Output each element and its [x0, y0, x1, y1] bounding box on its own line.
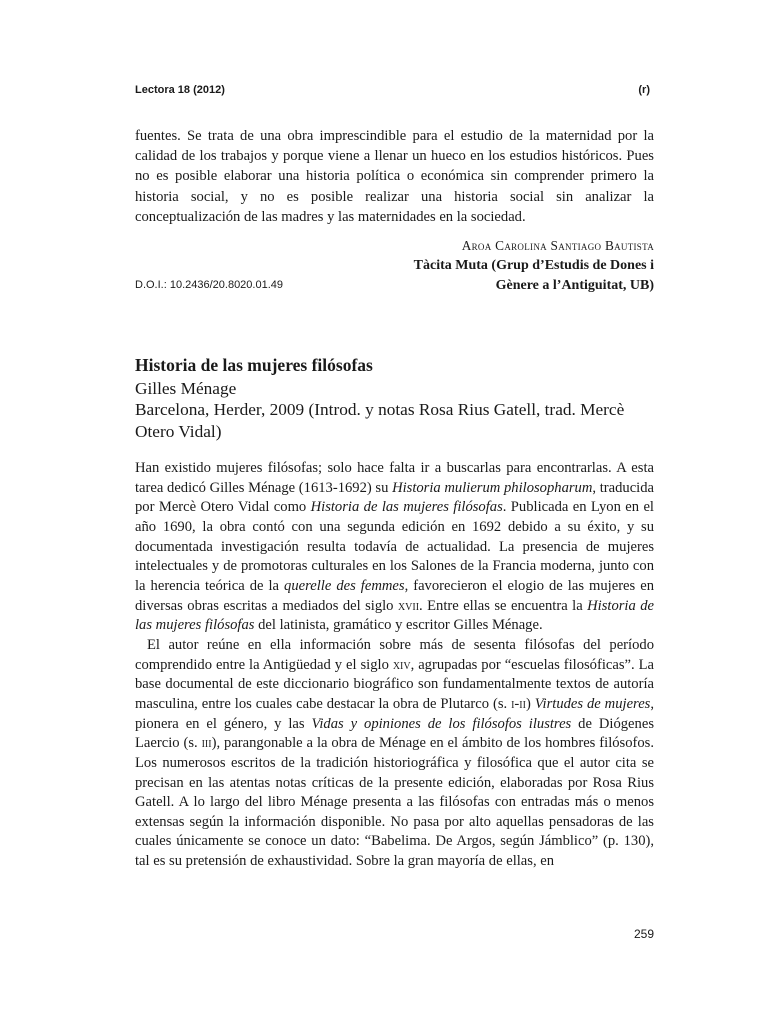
book-author: Gilles Ménage: [135, 379, 237, 398]
previous-review-ending: fuentes. Se trata de una obra imprescindible para el estudio de la maternidad por la calidad de los trabajos y porque viene a llenar un hueco en los estudios históricos. Pues no es posible elaborar una historia política o económica sin comprender primero la historia social, y no es posible realizar una historia social sin analizar la conceptualización de las madres y las maternidades en la sociedad.: [135, 128, 654, 225]
text-run: , favorecieron el elogio de las mujeres en diversas obras escritas a mediados del siglo: [135, 577, 655, 614]
text-run: Han existido mujeres filósofas; solo hace falta ir a buscarlas para encontrarlas. A esta tarea dedicó Gilles Ménage (1613-1692) su: [135, 460, 654, 496]
italic-title: Historia mulierum philosopharum: [392, 479, 593, 496]
text-run: , agrupadas por “escuelas filosóficas”. La base documental de este diccionario biográfico son fundamentalmente textos de autoría masculina, entre los cuales cabe destacar la obra de Plutarco (s.: [135, 656, 654, 712]
italic-term: querelle des femmes: [284, 577, 405, 594]
italic-title: Historia de las mujeres filósofas: [310, 499, 503, 516]
text-run: El autor reúne en ella información sobre más de sesenta filósofas del período comprendido entre la Antigüedad y el siglo: [135, 636, 654, 673]
reviewer-name: Aroa Carolina Santiago Bautista: [461, 238, 654, 253]
text-run: . Publicada en Lyon en el año 1690, la obra contó con una segunda edición en 1692 debido a su éxito, y su documentada investigación resulta todavía de actualidad. La presencia de mujeres intelectuales y de promotoras culturales en los Salones de la Francia moderna, junto con la herencia teórica de la: [135, 499, 654, 594]
journal-name: Lectora 18 (2012): [135, 84, 225, 96]
book-publication: Barcelona, Herder, 2009 (Introd. y notas Rosa Rius Gatell, trad. Mercè Otero Vidal): [135, 400, 625, 441]
text-run: del latinista, gramático y escritor Gilles Ménage.: [254, 617, 543, 634]
paragraph-1: [135, 459, 654, 636]
century-numeral: xiv: [392, 656, 411, 673]
header-mark: (r): [638, 84, 650, 96]
italic-title: Virtudes de mujeres: [534, 695, 651, 712]
century-numeral: xvii: [397, 597, 420, 614]
review-body: [135, 459, 654, 872]
page-number: 259: [633, 927, 654, 941]
doi: D.O.I.: 10.2436/20.8020.01.49: [135, 279, 284, 291]
affiliation-line-2: Gènere a l’Antiguitat, UB): [495, 278, 654, 293]
running-header: [135, 84, 650, 100]
text-run: ): [525, 695, 535, 712]
affiliation-line-1: Tàcita Muta (Grup d’Estudis de Dones i: [413, 258, 654, 273]
text-run: , pionera en el género, y las: [135, 695, 655, 732]
century-numeral: iii: [201, 735, 212, 752]
italic-title: Vidas y opiniones de los filósofos ilustres: [311, 715, 572, 732]
text-run: ), parangonable a la obra de Ménage en el ámbito de los hombres filósofos. Los numerosos escritos de la tradición historiográfica y filosófica que el autor cita se precisan en las atentas notas críticas de la presente edición, elaboradas por Rosa Rius Gatell. A lo largo del libro Ménage presenta a las filósofas con entradas más o menos extensas según la información disponible. No pasa por alto aquellas pensadoras de las cuales únicamente se conoce un dato: “Babelima. De Argos, según Jámblico” (p. 130), tal es su pretensión de exhaustividad. Sobre la gran mayoría de ellas, en: [135, 735, 655, 870]
italic-title: Historia de las mujeres filósofas: [135, 597, 654, 634]
book-title: Historia de las mujeres filósofas: [135, 355, 373, 375]
century-numeral: i-ii: [511, 695, 526, 712]
reviewer-affiliation: [354, 256, 654, 296]
paragraph-2: [135, 636, 654, 872]
text-run: . Entre ellas se encuentra la: [419, 597, 588, 614]
text-run: , traducida por Mercè Otero Vidal como: [135, 479, 655, 516]
text-run: de Diógenes Laercio (s.: [135, 715, 654, 752]
